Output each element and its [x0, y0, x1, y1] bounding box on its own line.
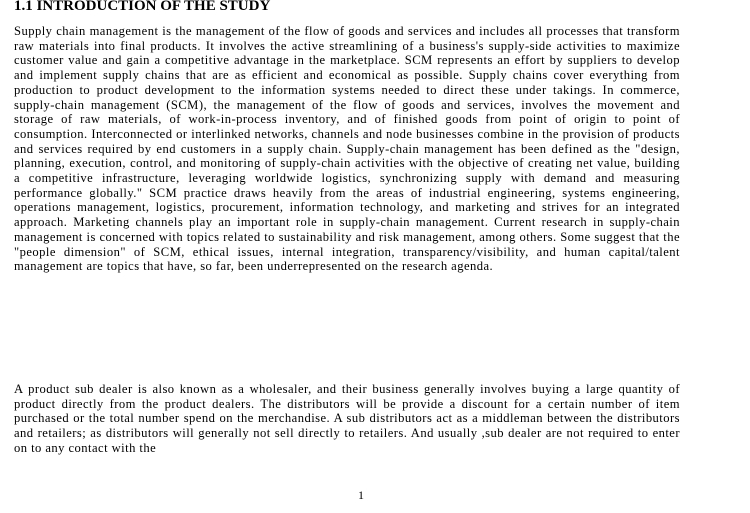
page-number: 1	[358, 488, 364, 502]
body-paragraph: A product sub dealer is also known as a wholesaler, and their business generally involves buying a large quantity of product directly from the product dealers. The distributors will be provide a discount for a certain number of item purchased or the total number spend on the merchandise. A sub distributors act as a middleman between the distributors and retailers; as distributors will generally not sell directly to retailers. And usually ,sub dealer are not required to enter on to any contact with the	[14, 382, 680, 455]
body-paragraph: Supply chain management is the management of the flow of goods and services and includes all processes that transform raw materials into final products. It involves the active streamlining of a business's supply-side activities to maximize customer value and gain a competitive advantage in the marketplace. SCM represents an effort by suppliers to develop and implement supply chains that are as efficient and economical as possible. Supply chains cover everything from production to product development to the information systems needed to direct these under takings. In commerce, supply-chain management (SCM), the management of the flow of goods and services, involves the movement and storage of raw materials, of work-in-process inventory, and of finished goods from point of origin to point of consumption. Interconnected or interlinked networks, channels and node businesses combine in the provision of products and services required by end customers in a supply chain. Supply-chain management has been defined as the "design, planning, execution, control, and monitoring of supply-chain activities with the objective of creating net value, building a competitive infrastructure, leveraging worldwide logistics, synchronizing supply with demand and measuring performance globally." SCM practice draws heavily from the areas of industrial engineering, systems engineering, operations management, logistics, procurement, information technology, and marketing and strives for an integrated approach. Marketing channels play an important role in supply-chain management. Current research in supply-chain management is concerned with topics related to sustainability and risk management, among others. Some suggest that the "people dimension" of SCM, ethical issues, internal integration, transparency/visibility, and human capital/talent management are topics that have, so far, been underrepresented on the research agenda.	[14, 24, 680, 274]
section-heading: 1.1 INTRODUCTION OF THE STUDY	[14, 0, 271, 14]
